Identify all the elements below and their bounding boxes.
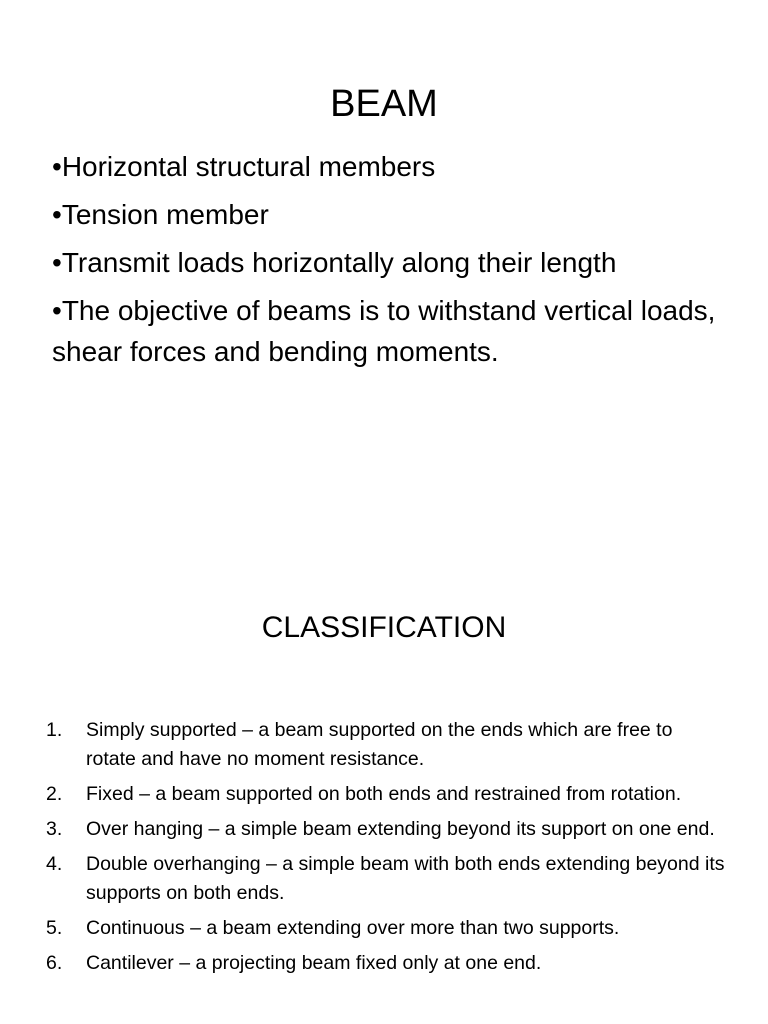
bullet-item [52,146,732,187]
bullet-item [52,194,732,235]
item-text: Continuous – a beam extending over more than two supports. [86,917,620,939]
bullet-item [52,242,732,283]
list-item [46,815,726,844]
item-text: Simply supported – a beam supported on the ends which are free to rotate and have no moment resistance. [86,719,673,770]
section-title: CLASSIFICATION [261,611,507,644]
bullet-marker: • [52,295,62,326]
classification-list [46,716,726,984]
classification-slide [0,560,768,1024]
item-number: 1. [46,719,63,741]
bullet-text: The objective of beams is to withstand vertical loads, shear forces and bending moments. [52,295,716,367]
bullet-marker: • [52,151,62,182]
bullet-text: Tension member [61,199,269,230]
item-number: 3. [46,818,63,840]
bullet-list [52,146,732,379]
list-item [46,716,726,774]
list-item [46,914,726,943]
item-text: Over hanging – a simple beam extending beyond its support on one end. [86,818,715,840]
item-text: Double overhanging – a simple beam with both ends extending beyond its supports on both ends. [86,853,725,904]
bullet-text: Transmit loads horizontally along their length [61,247,617,278]
item-number: 5. [46,917,63,939]
slide-title: BEAM [330,83,438,125]
item-text: Fixed – a beam supported on both ends and restrained from rotation. [86,783,682,805]
list-item [46,850,726,908]
bullet-marker: • [52,199,62,230]
list-item [46,949,726,978]
item-number: 4. [46,853,63,875]
item-number: 2. [46,783,63,805]
bullet-text: Horizontal structural members [61,151,436,182]
bullet-marker: • [52,247,62,278]
bullet-item [52,290,732,372]
item-text: Cantilever – a projecting beam fixed only at one end. [86,952,542,974]
list-item [46,780,726,809]
item-number: 6. [46,952,63,974]
